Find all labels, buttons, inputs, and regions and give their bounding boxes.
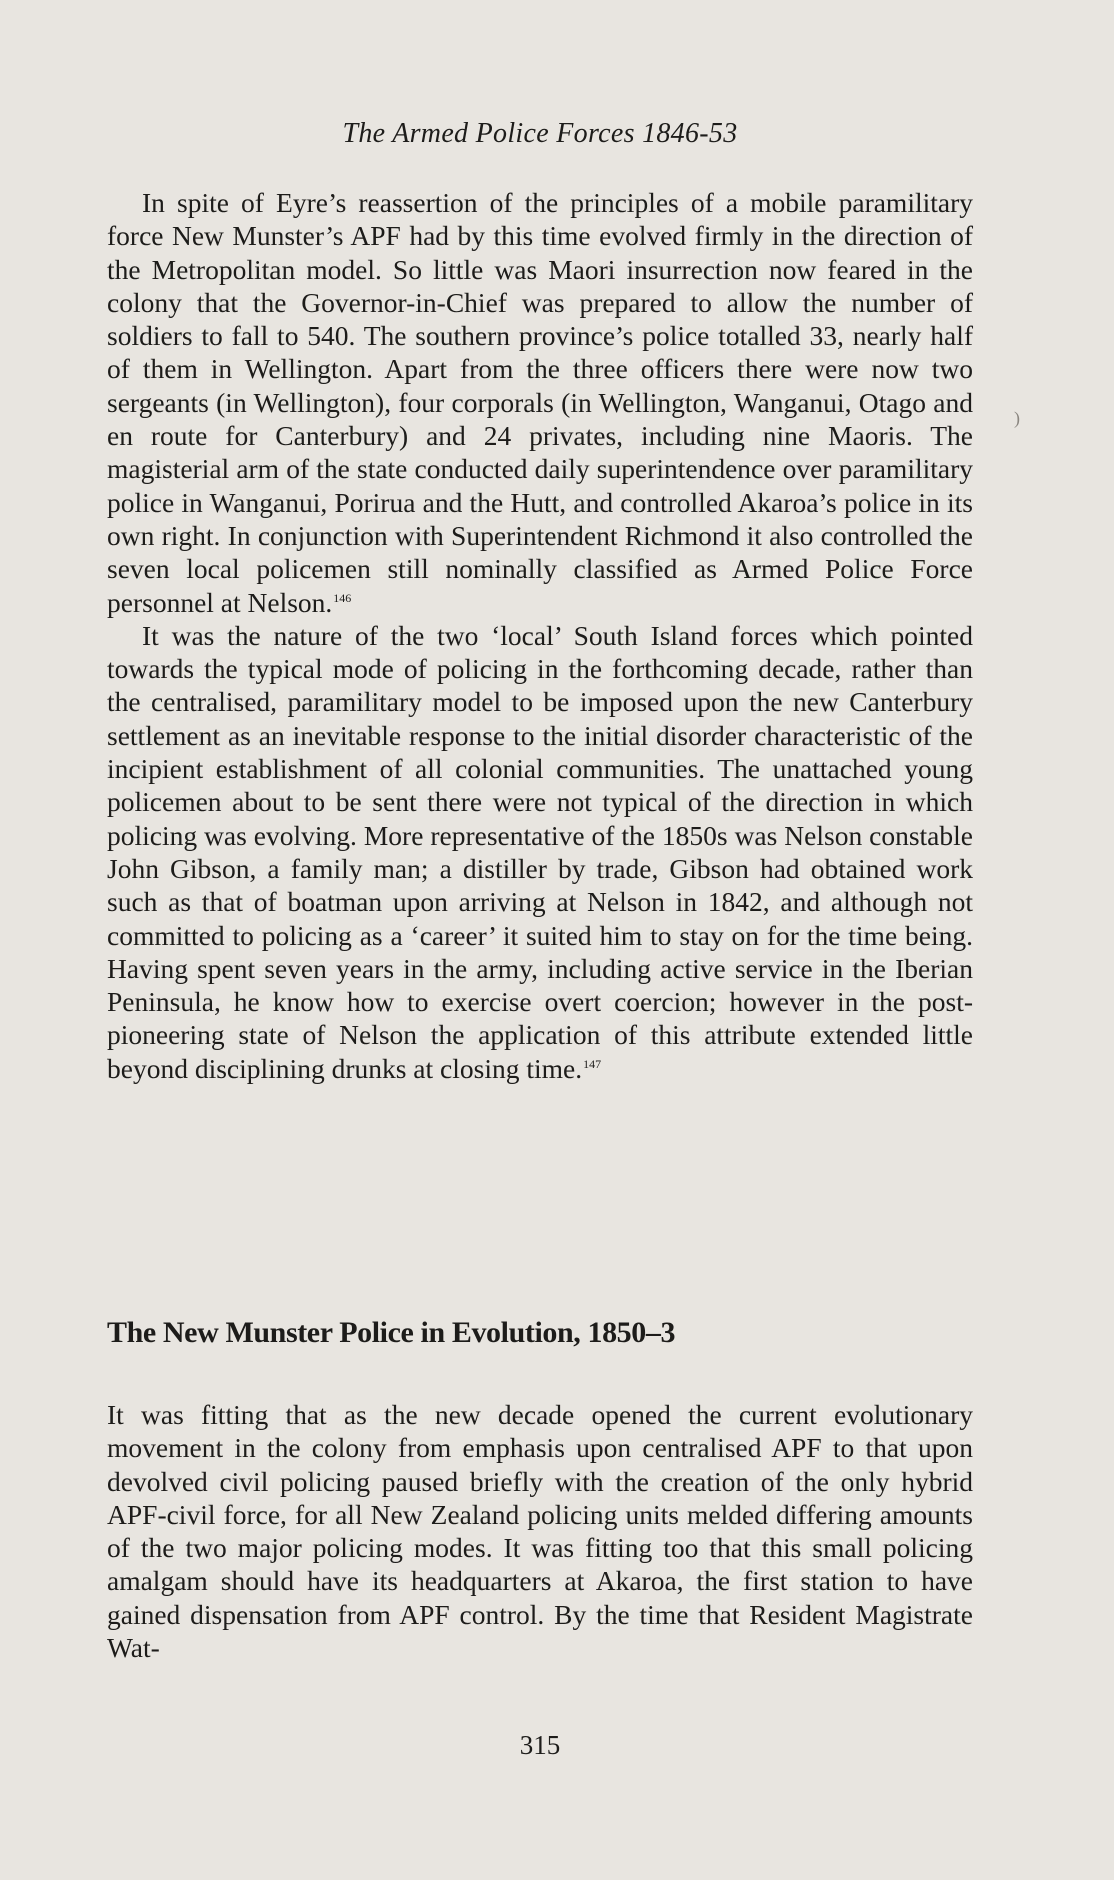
- margin-mark: ): [1014, 408, 1020, 428]
- paragraph: [107, 1398, 973, 1664]
- paragraph-text: It was fitting that as the new decade opened the current evolutionary movement in the colony from emphasis upon centralised APF to that upon devolved civil policing paused briefly with the creation of the only hybrid APF-civil force, for all New Zealand policing units melded differing amounts of the two major policing modes. It was fitting too that this small policing amalgam should have its headquarters at Akaroa, the first station to have gained dispensation from APF control. By the time that Resident Magistrate Wat-: [107, 1399, 973, 1664]
- paragraph-text: In spite of Eyre’s reassertion of the principles of a mobile paramilitary force New Munster’s APF had by this time evolved firmly in the direction of the Metropolitan model. So little was Maori insurrection now feared in the colony that the Governor-in-Chief was prepared to allow the number of soldiers to fall to 540. The southern province’s police totalled 33, nearly half of them in Wellington. Apart from the three officers there were now two sergeants (in Wellington), four corporals (in Wellington, Wanganui, Otago and en route for Canterbury) and 24 privates, including nine Maoris. The magisterial arm of the state conducted daily superintendence over paramilitary police in Wanganui, Porirua and the Hutt, and controlled Akaroa’s police in its own right. In conjunction with Superintendent Richmond it also controlled the seven local policemen still nominally classified as Armed Police Force personnel at Nelson.: [107, 187, 973, 618]
- paragraph-text: It was the nature of the two ‘local’ South Island forces which pointed towards the typical mode of policing in the forthcoming decade, rather than the centralised, paramilitary model to be imposed upon the new Canterbury settlement as an inevitable response to the initial disorder characteristic of the incipient establishment of all colonial communities. The unattached young policemen about to be sent there were not typical of the direction in which policing was evolving. More representative of the 1850s was Nelson constable John Gibson, a family man; a distiller by trade, Gibson had obtained work such as that of boatman upon arriving at Nelson in 1842, and although not committed to policing as a ‘career’ it suited him to stay on for the time being. Having spent seven years in the army, including active service in the Iberian Peninsula, he know how to exercise overt coercion; however in the post-pioneering state of Nelson the application of this attribute extended little beyond disciplining drunks at closing time.: [107, 619, 973, 1084]
- paragraph: [107, 619, 973, 1085]
- paragraph: [107, 186, 973, 619]
- text-block-top: [107, 186, 973, 1085]
- page-number: 315: [519, 1730, 561, 1760]
- text-block-bottom: [107, 1398, 973, 1664]
- running-head: The Armed Police Forces 1846-53: [342, 118, 738, 149]
- section-heading: The New Munster Police in Evolution, 1850–3: [107, 1316, 676, 1349]
- footnote-ref: 147: [583, 1056, 602, 1071]
- footnote-ref: 146: [333, 590, 352, 605]
